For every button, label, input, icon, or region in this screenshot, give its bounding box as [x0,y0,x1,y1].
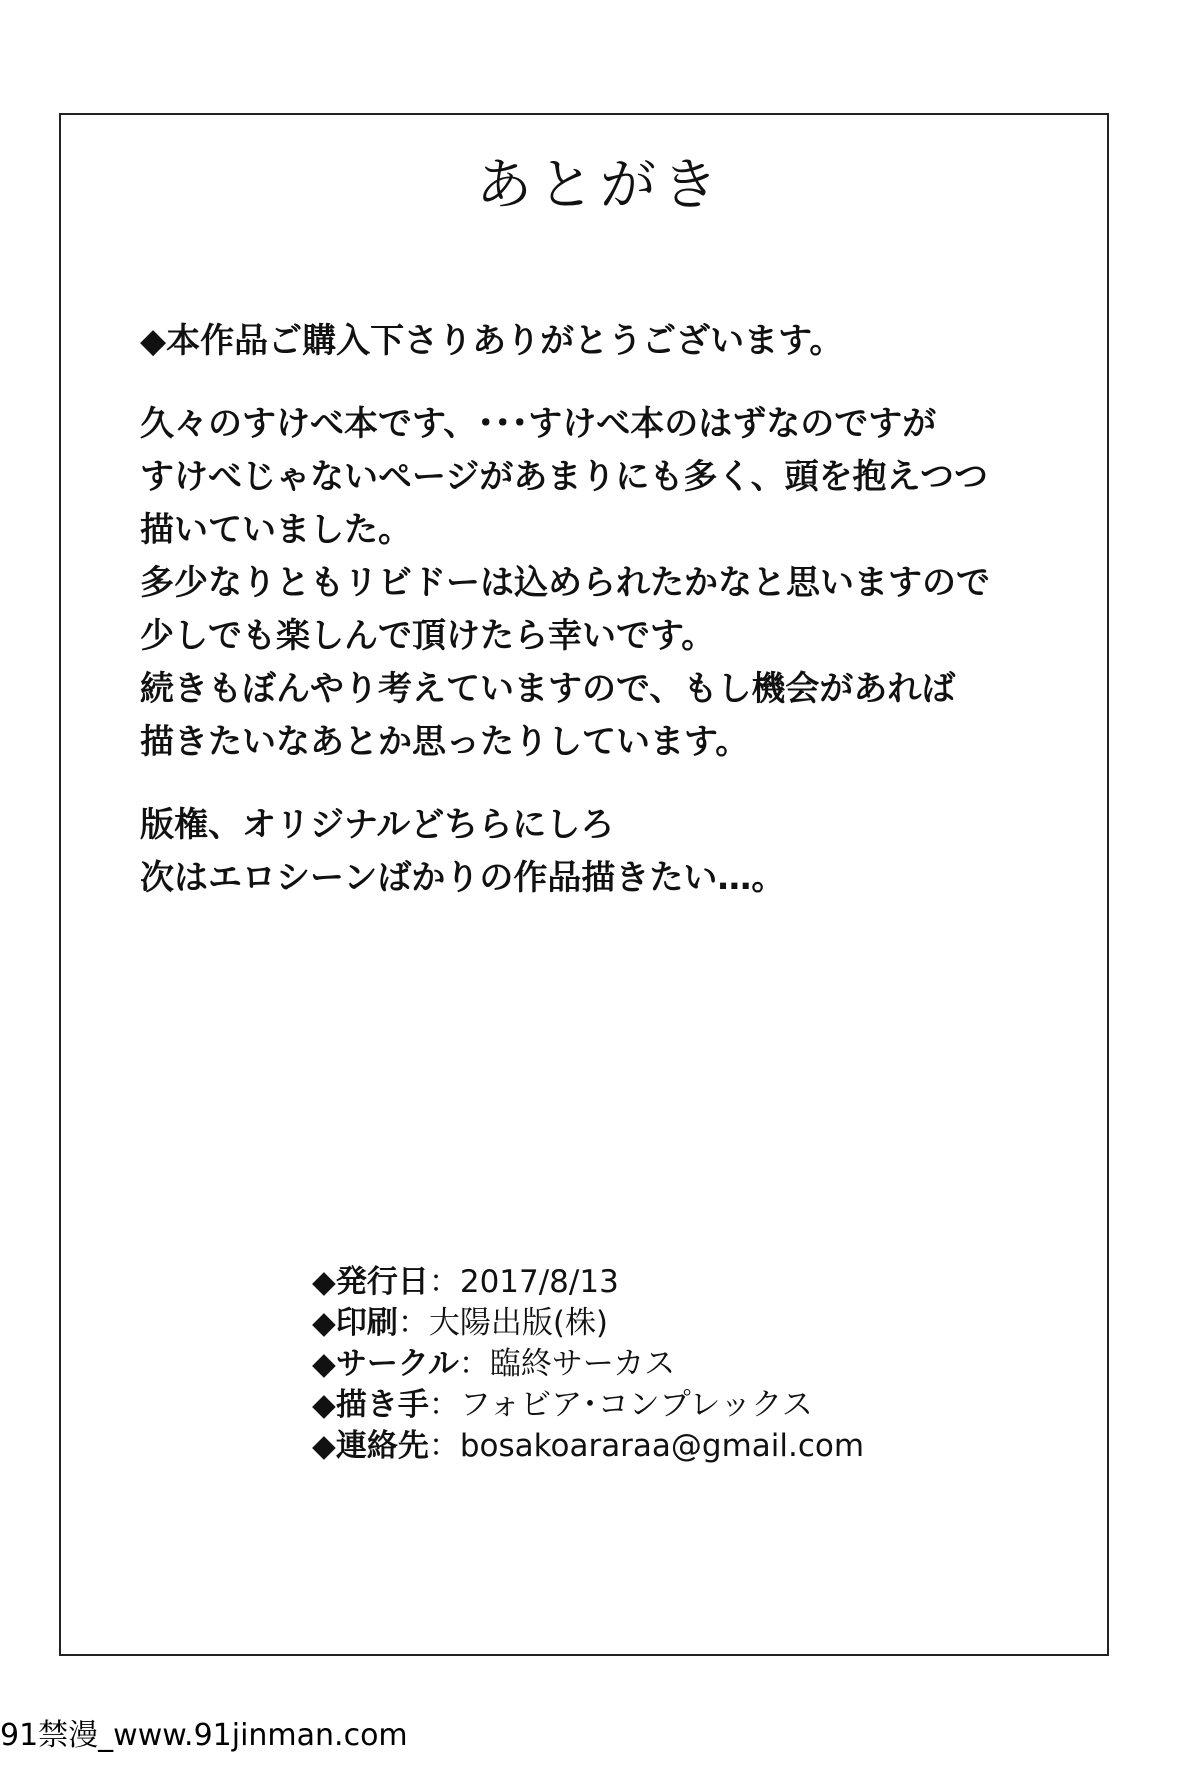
colophon-label: ◆描き手 [312,1387,429,1423]
colophon-separator: ： [397,1305,429,1341]
paragraph-gap [140,368,1040,398]
colophon-label: ◆印刷 [312,1305,398,1341]
colophon-row-contact [312,1426,1012,1467]
colophon-label: ◆発行日 [312,1264,429,1300]
colophon [312,1262,1012,1467]
colophon-label: ◆サークル [312,1346,459,1382]
paragraph-line: すけべじゃないページがあまりにも多く、頭を抱えつつ [140,457,988,497]
colophon-value: bosakoararaa@gmail.com [459,1428,865,1464]
colophon-separator: ： [458,1346,490,1382]
paragraph-line: 描いていました。 [140,510,412,550]
colophon-row-date [312,1262,1012,1303]
paragraph-line: 版権、オリジナルどちらにしろ [140,805,615,845]
site-watermark: 91禁漫_www.91jinman.com [0,1718,408,1753]
colophon-row-circle [312,1344,1012,1385]
paragraph-line: 次はエロシーンばかりの作品描きたい…。 [140,858,786,898]
colophon-separator: ： [428,1387,460,1423]
colophon-value: 大陽出版(株) [428,1305,609,1341]
afterword-body [140,315,1040,905]
paragraph-gap [140,769,1040,799]
colophon-value: 臨終サーカス [489,1346,676,1382]
colophon-value: 2017/8/13 [459,1264,619,1300]
paragraph-line: ◆本作品ご購入下さりありがとうございます。 [140,321,844,361]
paragraph-line: 続きもぼんやり考えていますので、もし機会があれば [140,669,956,709]
paragraph-line: 多少なりともリビドーは込められたかなと思いますので [140,563,990,603]
colophon-row-printer [312,1303,1012,1344]
page-title: あとがき [476,153,724,218]
colophon-label: ◆連絡先 [312,1428,429,1464]
colophon-separator: ： [428,1264,460,1300]
paragraph-line: 少しでも楽しんで頂けたら幸いです。 [140,616,716,656]
paragraph-line: 久々のすけべ本です、･･･すけべ本のはずなのですが [140,404,937,444]
colophon-row-artist [312,1385,1012,1426]
colophon-separator: ： [428,1428,460,1464]
paragraph-line: 描きたいなあとか思ったりしています。 [140,722,750,762]
colophon-value: フォビア･コンプレックス [459,1387,813,1423]
